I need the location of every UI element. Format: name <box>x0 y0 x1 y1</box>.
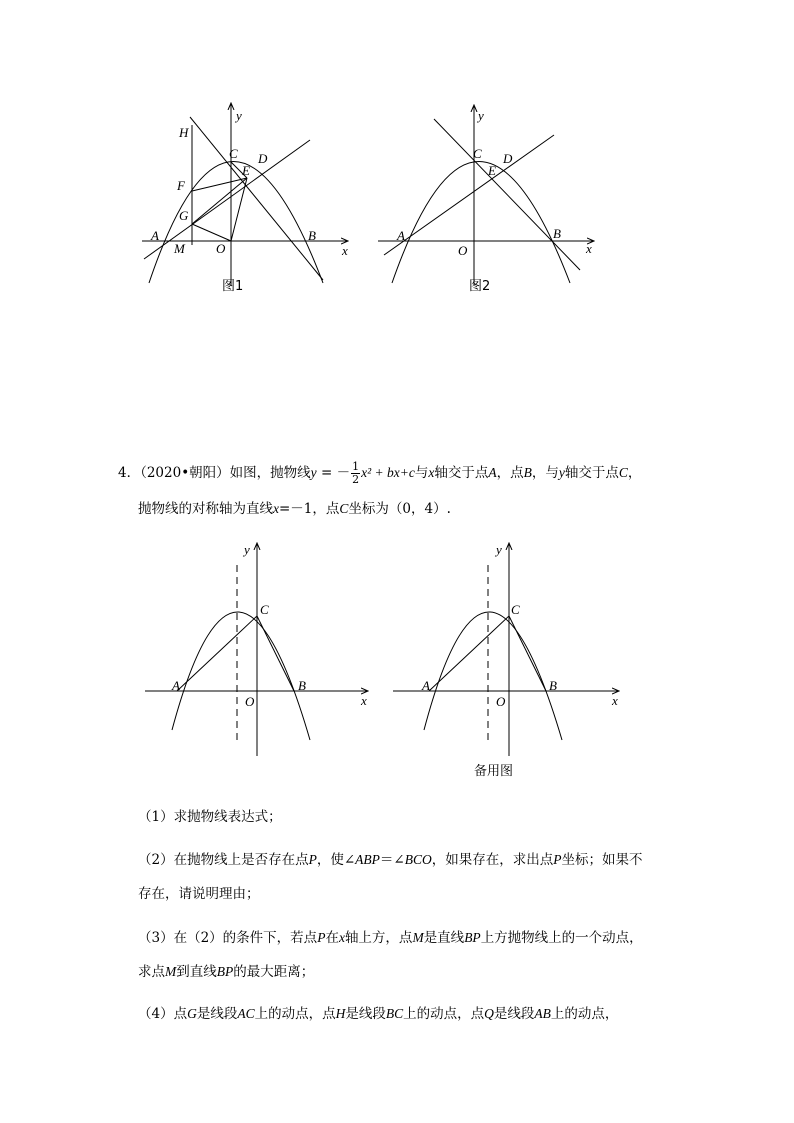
text: 是线段 <box>196 1006 238 1022</box>
text: 是线段 <box>493 1006 535 1022</box>
point-M: M <box>412 930 424 945</box>
text: 上的动点， <box>550 1006 619 1022</box>
text: 与 <box>414 465 429 481</box>
text: 轴交于点 <box>434 465 489 481</box>
segment-BC: BC <box>385 1006 404 1021</box>
text: ，点 <box>496 465 524 481</box>
text: 到直线 <box>176 964 217 980</box>
text: =－1，点 <box>279 501 340 517</box>
text: 是线段 <box>345 1006 386 1022</box>
segment-AC <box>177 616 257 691</box>
frac-den: 2 <box>352 473 360 486</box>
problem-statement-line-1 <box>118 461 641 486</box>
line-BP: BP <box>216 964 234 979</box>
figure-3 <box>140 540 380 765</box>
point-A: A <box>488 465 497 480</box>
point-P: P <box>317 930 326 945</box>
line-HB <box>190 117 323 280</box>
text: 上方抛物线上的一个动点， <box>480 930 643 946</box>
problem-number: 4． <box>118 465 141 481</box>
frac-num: 1 <box>352 460 360 473</box>
figure-2 <box>370 95 610 300</box>
caption-spare-figure: 备用图 <box>474 764 514 779</box>
label-A: A <box>397 228 405 243</box>
label-O: O <box>216 241 226 256</box>
line-AD <box>384 135 554 255</box>
label-H: H <box>179 125 189 140</box>
text: 求点 <box>138 964 165 980</box>
label-A: A <box>422 678 430 693</box>
question-2-line-2 <box>138 885 260 903</box>
problem-statement-line-2 <box>138 500 451 518</box>
label-C: C <box>229 146 238 161</box>
point-B: B <box>523 465 532 480</box>
label-C: C <box>473 146 482 161</box>
label-G: G <box>179 208 189 223</box>
eq-y: y <box>310 465 317 480</box>
parabola <box>392 162 570 284</box>
segment-OE <box>231 178 247 241</box>
label-x: x <box>612 693 618 708</box>
var-x: x <box>273 501 279 516</box>
point-P: P <box>553 852 562 867</box>
text: 轴上方，点 <box>344 930 413 946</box>
label-y: y <box>478 108 484 123</box>
question-2-line-1 <box>138 851 642 869</box>
var-y: y <box>558 465 565 480</box>
label-y: y <box>236 108 242 123</box>
eq-equals: = － <box>316 465 351 481</box>
segment-AB: AB <box>534 1006 551 1021</box>
label-O: O <box>496 694 506 709</box>
point-C: C <box>339 501 349 516</box>
text: （2）在抛物线上是否存在点 <box>138 852 309 868</box>
label-D: D <box>258 151 268 166</box>
label-y: y <box>244 542 250 557</box>
segment-GO <box>192 224 231 241</box>
label-O: O <box>245 694 255 709</box>
text: （1）求抛物线表达式； <box>138 809 282 825</box>
point-P: P <box>308 852 317 867</box>
segment-CB <box>509 616 546 691</box>
caption-fig2: 图2 <box>469 279 491 294</box>
text: ， <box>627 465 642 481</box>
label-x: x <box>586 241 592 256</box>
label-A: A <box>172 678 180 693</box>
angle-BCO: BCO <box>404 852 432 867</box>
text: 的最大距离； <box>233 964 315 980</box>
figure-4-spare <box>390 540 630 780</box>
text: 如图，抛物线 <box>229 465 311 481</box>
label-E: E <box>488 163 496 178</box>
point-H: H <box>335 1006 346 1021</box>
var-x: x <box>428 465 435 480</box>
text: ，与 <box>531 465 559 481</box>
question-1 <box>138 808 282 826</box>
point-G: G <box>187 1006 197 1021</box>
text: ，如果存在，求出点 <box>431 852 554 868</box>
label-B: B <box>298 678 306 693</box>
point-M: M <box>165 964 177 979</box>
label-M: M <box>174 241 185 256</box>
text: ，使∠ <box>316 852 356 868</box>
label-E: E <box>242 163 250 178</box>
text: 存在，请说明理由； <box>138 886 260 902</box>
label-O: O <box>458 243 468 258</box>
text: （4）点 <box>138 1006 188 1022</box>
question-3-line-1 <box>138 929 643 947</box>
segment-CB <box>257 616 294 691</box>
var-x: x <box>338 930 345 945</box>
angle-ABP: ABP <box>355 852 380 867</box>
label-B: B <box>553 226 561 241</box>
point-Q: Q <box>484 1006 494 1021</box>
caption-fig1: 图1 <box>222 279 244 294</box>
line-BP: BP <box>464 930 481 945</box>
fraction-one-half <box>351 461 360 486</box>
text: 上的动点，点 <box>403 1006 485 1022</box>
label-C: C <box>260 602 269 617</box>
text: 抛物线的对称轴为直线 <box>138 501 273 517</box>
label-F: F <box>177 178 185 193</box>
question-3-line-2 <box>138 963 314 981</box>
segment-AC <box>429 616 509 691</box>
eq-rest: x² + bx+c <box>361 465 415 480</box>
label-B: B <box>549 678 557 693</box>
text: 轴交于点 <box>564 465 619 481</box>
figure-1 <box>130 95 360 300</box>
segment-AC: AC <box>237 1006 255 1021</box>
label-D: D <box>503 151 513 166</box>
label-x: x <box>342 243 348 258</box>
text: 上的动点，点 <box>254 1006 336 1022</box>
text: 坐标为（0，4）. <box>348 501 451 517</box>
label-C: C <box>511 602 520 617</box>
line-through-C-B <box>434 119 580 270</box>
text: 是直线 <box>423 930 465 946</box>
label-y: y <box>496 542 502 557</box>
question-4-line-1 <box>138 1005 618 1023</box>
label-x: x <box>361 693 367 708</box>
label-A: A <box>151 228 159 243</box>
text: 在 <box>325 930 339 946</box>
label-B: B <box>308 228 316 243</box>
text: （3）在（2）的条件下，若点 <box>138 930 318 946</box>
text: 坐标；如果不 <box>561 852 643 868</box>
point-C: C <box>618 465 628 480</box>
problem-source: （2020•朝阳） <box>140 465 230 481</box>
text: ＝∠ <box>379 852 405 868</box>
